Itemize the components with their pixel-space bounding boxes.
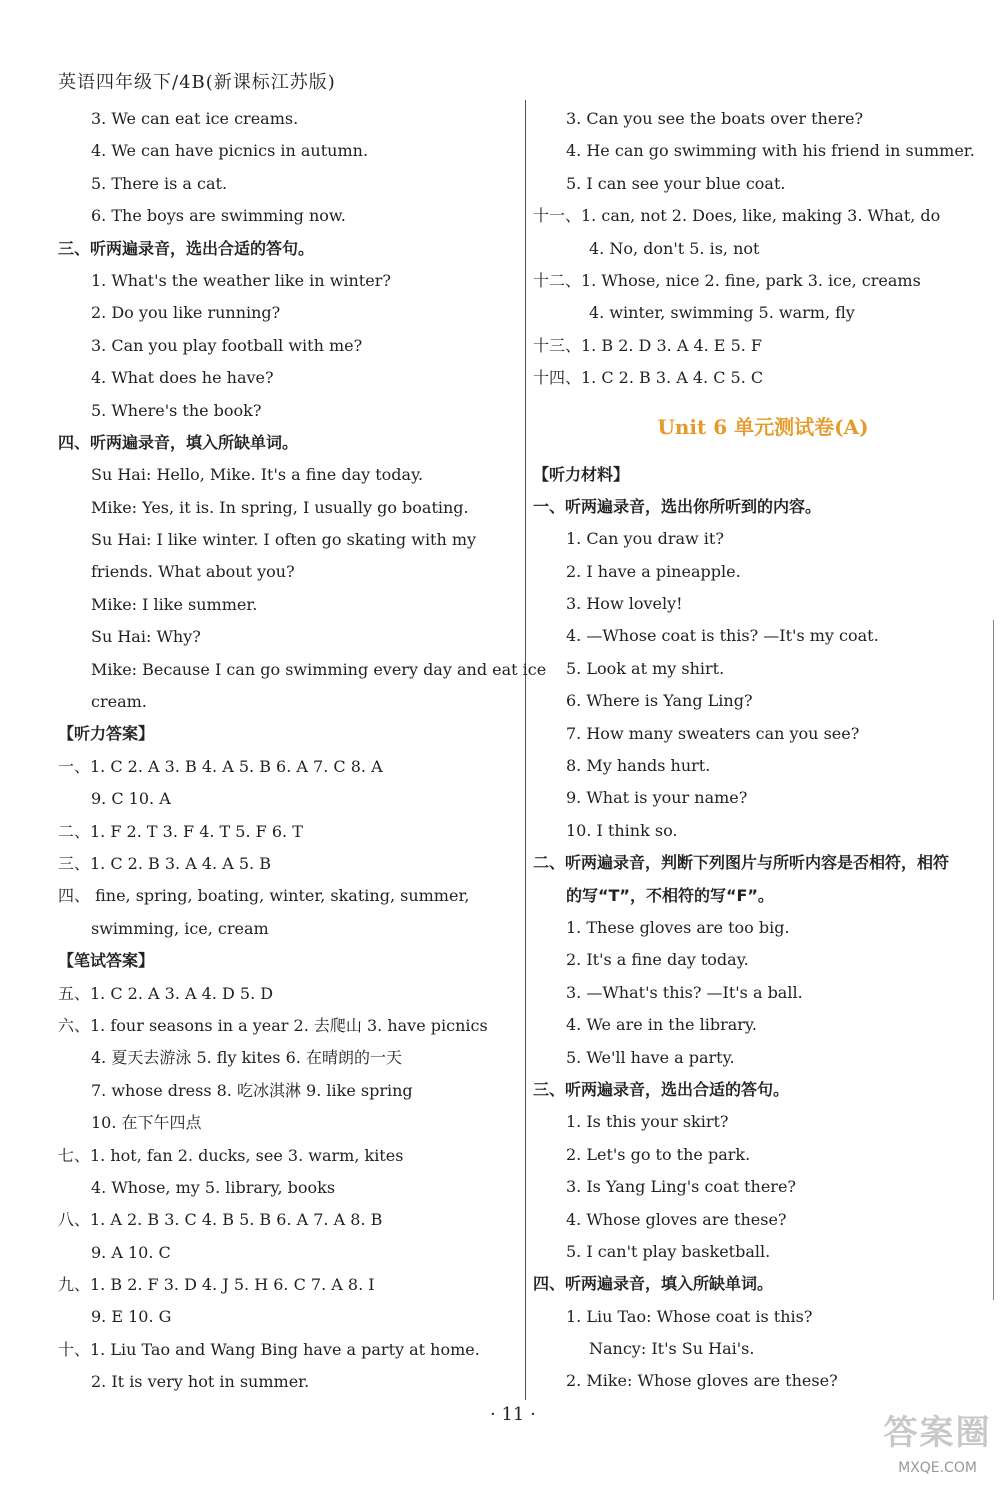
text-line: 9. A 10. C (91, 1242, 171, 1262)
text-line: 6. Where is Yang Ling? (566, 691, 753, 711)
text-line: friends. What about you? (91, 562, 295, 582)
text-line: 7. whose dress 8. 吃冰淇淋 9. like spring (91, 1080, 413, 1100)
text-line: 8. My hands hurt. (566, 756, 711, 776)
text-line: 4. 夏天去游泳 5. fly kites 6. 在晴朗的一天 (91, 1048, 402, 1068)
text-line: 4. No, don't 5. is, not (589, 238, 760, 258)
section-heading: 的写“T”，不相符的写“F”。 (566, 885, 774, 905)
section-heading: 三、听两遍录音，选出合适的答句。 (533, 1079, 790, 1099)
text-line: 1. Liu Tao: Whose coat is this? (566, 1306, 813, 1326)
text-line: 三、1. C 2. B 3. A 4. A 5. B (58, 853, 271, 873)
section-heading: 四、听两遍录音，填入所缺单词。 (533, 1274, 774, 1294)
text-line: 4. We are in the library. (566, 1015, 757, 1035)
text-line: 3. Can you play football with me? (91, 335, 363, 355)
text-line: 5. Where's the book? (91, 400, 262, 420)
text-line: 4. He can go swimming with his friend in summer. (566, 141, 975, 161)
text-line: 5. I can see your blue coat. (566, 173, 786, 193)
text-line: 2. Do you like running? (91, 303, 281, 323)
section-heading: 三、听两遍录音，选出合适的答句。 (58, 238, 315, 258)
section-heading: 一、听两遍录音，选出你所听到的内容。 (533, 496, 822, 516)
text-line: 4. winter, swimming 5. warm, fly (589, 303, 855, 323)
text-line: 五、1. C 2. A 3. A 4. D 5. D (58, 983, 274, 1003)
text-line: cream. (91, 692, 147, 712)
text-line: 四、 fine, spring, boating, winter, skating, summer, (58, 886, 470, 906)
section-heading: 【听力材料】 (533, 464, 630, 484)
section-heading: 【听力答案】 (58, 724, 155, 744)
text-line: 3. Is Yang Ling's coat there? (566, 1177, 796, 1197)
text-line: 1. Is this your skirt? (566, 1112, 729, 1132)
text-line: 4. We can have picnics in autumn. (91, 141, 369, 161)
text-line: 5. We'll have a party. (566, 1047, 735, 1067)
text-line: 十一、1. can, not 2. Does, like, making 3. What, do (533, 206, 941, 226)
page-header: 英语四年级下/4B(新课标江苏版) (58, 72, 336, 93)
text-line: 3. Can you see the boats over there? (566, 109, 864, 128)
text-line: 10. I think so. (566, 820, 678, 840)
text-line: 十三、1. B 2. D 3. A 4. E 5. F (533, 335, 763, 355)
text-line: Mike: I like summer. (91, 594, 258, 614)
text-line: 2. It is very hot in summer. (91, 1372, 310, 1392)
text-line: swimming, ice, cream (91, 918, 269, 938)
text-line: 9. What is your name? (566, 788, 748, 808)
text-line: 7. How many sweaters can you see? (566, 723, 860, 743)
left-column (58, 103, 547, 1399)
text-line: 十四、1. C 2. B 3. A 4. C 5. C (533, 368, 764, 388)
watermark-text: 答案圈 (883, 1413, 992, 1453)
text-line: 六、1. four seasons in a year 2. 去爬山 3. have picnics (58, 1015, 488, 1035)
right-column (533, 103, 993, 1398)
text-line: 5. Look at my shirt. (566, 658, 725, 678)
column-divider (525, 100, 526, 1400)
text-line: 2. I have a pineapple. (566, 561, 741, 581)
text-line: 4. Whose gloves are these? (566, 1209, 787, 1229)
text-line: 3. We can eat ice creams. (91, 109, 299, 128)
text-line: 一、1. C 2. A 3. B 4. A 5. B 6. A 7. C 8. A (58, 756, 383, 776)
text-line: 1. What's the weather like in winter? (91, 270, 391, 290)
text-line: Su Hai: Why? (91, 627, 201, 647)
text-line: 6. The boys are swimming now. (91, 206, 346, 226)
text-line: 九、1. B 2. F 3. D 4. J 5. H 6. C 7. A 8. I (58, 1275, 375, 1295)
text-line: 3. How lovely! (566, 594, 683, 614)
text-line: 1. Can you draw it? (566, 529, 724, 549)
text-line: 1. These gloves are too big. (566, 917, 790, 937)
text-line: 5. There is a cat. (91, 173, 228, 193)
section-heading: 四、听两遍录音，填入所缺单词。 (58, 432, 299, 452)
text-line: 4. What does he have? (91, 368, 274, 388)
section-title: Unit 6 单元测试卷(A) (657, 414, 869, 439)
section-heading: 二、听两遍录音，判断下列图片与所听内容是否相符，相符 (533, 853, 950, 873)
watermark-url: MXQE.COM (898, 1460, 977, 1476)
text-line: 二、1. F 2. T 3. F 4. T 5. F 6. T (58, 821, 303, 841)
page-edge (993, 620, 998, 1300)
page-number: · 11 · (490, 1404, 536, 1425)
text-line: 4. —Whose coat is this? —It's my coat. (566, 626, 879, 646)
watermark-logo (880, 1405, 995, 1490)
text-line: 十、1. Liu Tao and Wang Bing have a party at home. (58, 1339, 480, 1359)
text-line: 10. 在下午四点 (91, 1113, 202, 1133)
section-heading: 【笔试答案】 (58, 951, 155, 971)
text-line: Su Hai: I like winter. I often go skating with my (91, 530, 477, 550)
text-line: 八、1. A 2. B 3. C 4. B 5. B 6. A 7. A 8. B (58, 1210, 383, 1230)
text-line: 2. It's a fine day today. (566, 950, 749, 970)
text-line: 9. E 10. G (91, 1307, 172, 1327)
text-line: 十二、1. Whose, nice 2. fine, park 3. ice, creams (533, 270, 921, 290)
text-line: 2. Let's go to the park. (566, 1144, 751, 1164)
text-line: 4. Whose, my 5. library, books (91, 1177, 336, 1197)
text-line: Nancy: It's Su Hai's. (589, 1339, 755, 1359)
text-line: 七、1. hot, fan 2. ducks, see 3. warm, kites (58, 1145, 404, 1165)
text-line: Mike: Because I can go swimming every day and eat ice (91, 659, 547, 679)
text-line: 9. C 10. A (91, 789, 171, 809)
text-line: 2. Mike: Whose gloves are these? (566, 1371, 838, 1391)
text-line: 3. —What's this? —It's a ball. (566, 982, 803, 1002)
text-line: Su Hai: Hello, Mike. It's a fine day today. (91, 465, 424, 485)
text-line: Mike: Yes, it is. In spring, I usually go boating. (91, 497, 469, 517)
text-line: 5. I can't play basketball. (566, 1241, 771, 1261)
